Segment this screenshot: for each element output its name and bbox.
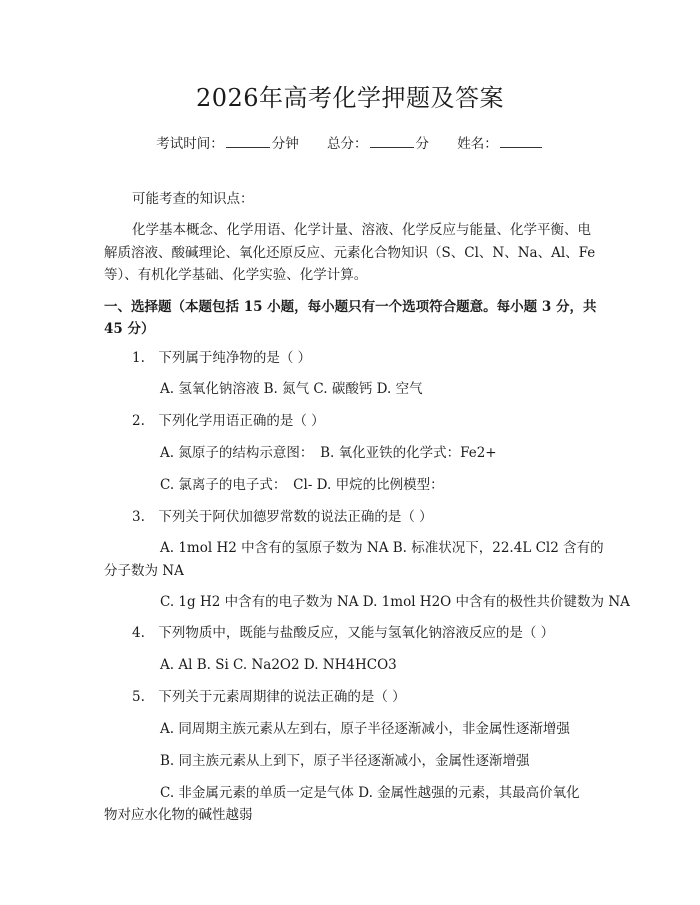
question-2-options-line-2: C. 氯离子的电子式： Cl- D. 甲烷的比例模型： [160,477,444,493]
exam-time-label: 考试时间： [156,136,224,152]
question-2-options-line-1: A. 氮原子的结构示意图： B. 氧化亚铁的化学式：Fe2+ [160,445,497,461]
question-5-options-cd-line-1: C. 非金属元素的单质一定是气体 D. 金属性越强的元素，其最高价氧化 [160,785,580,801]
exam-time-unit: 分钟 [271,136,299,152]
knowledge-points-heading: 可能考查的知识点： [132,191,254,207]
exam-meta-line [0,133,700,154]
question-4-stem: 4. 下列物质中，既能与盐酸反应，又能与氢氧化钠溶液反应的是（ ） [132,625,555,641]
question-3-options-line-3: C. 1g H2 中含有的电子数为 NA D. 1mol H2O 中含有的极性共价键数为 NA [160,594,630,610]
total-score-blank[interactable] [370,133,414,148]
exam-time-field [156,133,299,154]
question-5-stem: 5. 下列关于元素周期律的说法正确的是（ ） [132,689,406,705]
page-title: 2026年高考化学押题及答案 [195,84,505,112]
student-name-blank[interactable] [500,133,542,148]
question-3-options-line-1: A. 1mol H2 中含有的氢原子数为 NA B. 标准状况下，22.4L Cl2 含有的 [160,540,604,556]
question-2-stem: 2. 下列化学用语正确的是（ ） [132,413,325,429]
question-5-option-b: B. 同主族元素从上到下，原子半径逐渐减小，金属性逐渐增强 [160,753,530,769]
question-3-options-line-2: 分子数为 NA [104,563,184,579]
question-1-options: A. 氢氧化钠溶液 B. 氮气 C. 碳酸钙 D. 空气 [160,381,423,397]
knowledge-points-line-3: 等）、有机化学基础、化学实验、化学计算。 [104,267,368,283]
exam-time-blank[interactable] [226,133,270,148]
section-1-heading-line-1: 一、选择题（本题包括 15 小题，每小题只有一个选项符合题意。每小题 3 分，共 [104,299,597,315]
question-4-options: A. Al B. Si C. Na2O2 D. NH4HCO3 [160,657,397,673]
knowledge-points-line-1: 化学基本概念、化学用语、化学计量、溶液、化学反应与能量、化学平衡、电 [132,222,591,238]
question-5-options-cd-line-2: 物对应水化物的碱性越弱 [104,807,253,823]
question-3-stem: 3. 下列关于阿伏加德罗常数的说法正确的是（ ） [132,509,433,525]
total-score-label: 总分： [327,136,368,152]
total-score-field [327,133,429,154]
section-1-heading-line-2: 45 分） [104,321,155,337]
knowledge-points-line-2: 解质溶液、酸碱理论、氧化还原反应、元素化合物知识（S、Cl、N、Na、Al、Fe [104,245,596,261]
student-name-field [457,133,544,154]
student-name-label: 姓名： [457,136,498,152]
total-score-unit: 分 [415,136,429,152]
question-1-stem: 1. 下列属于纯净物的是（ ） [132,350,312,366]
question-5-option-a: A. 同周期主族元素从左到右，原子半径逐渐减小，非金属性逐渐增强 [160,721,570,737]
